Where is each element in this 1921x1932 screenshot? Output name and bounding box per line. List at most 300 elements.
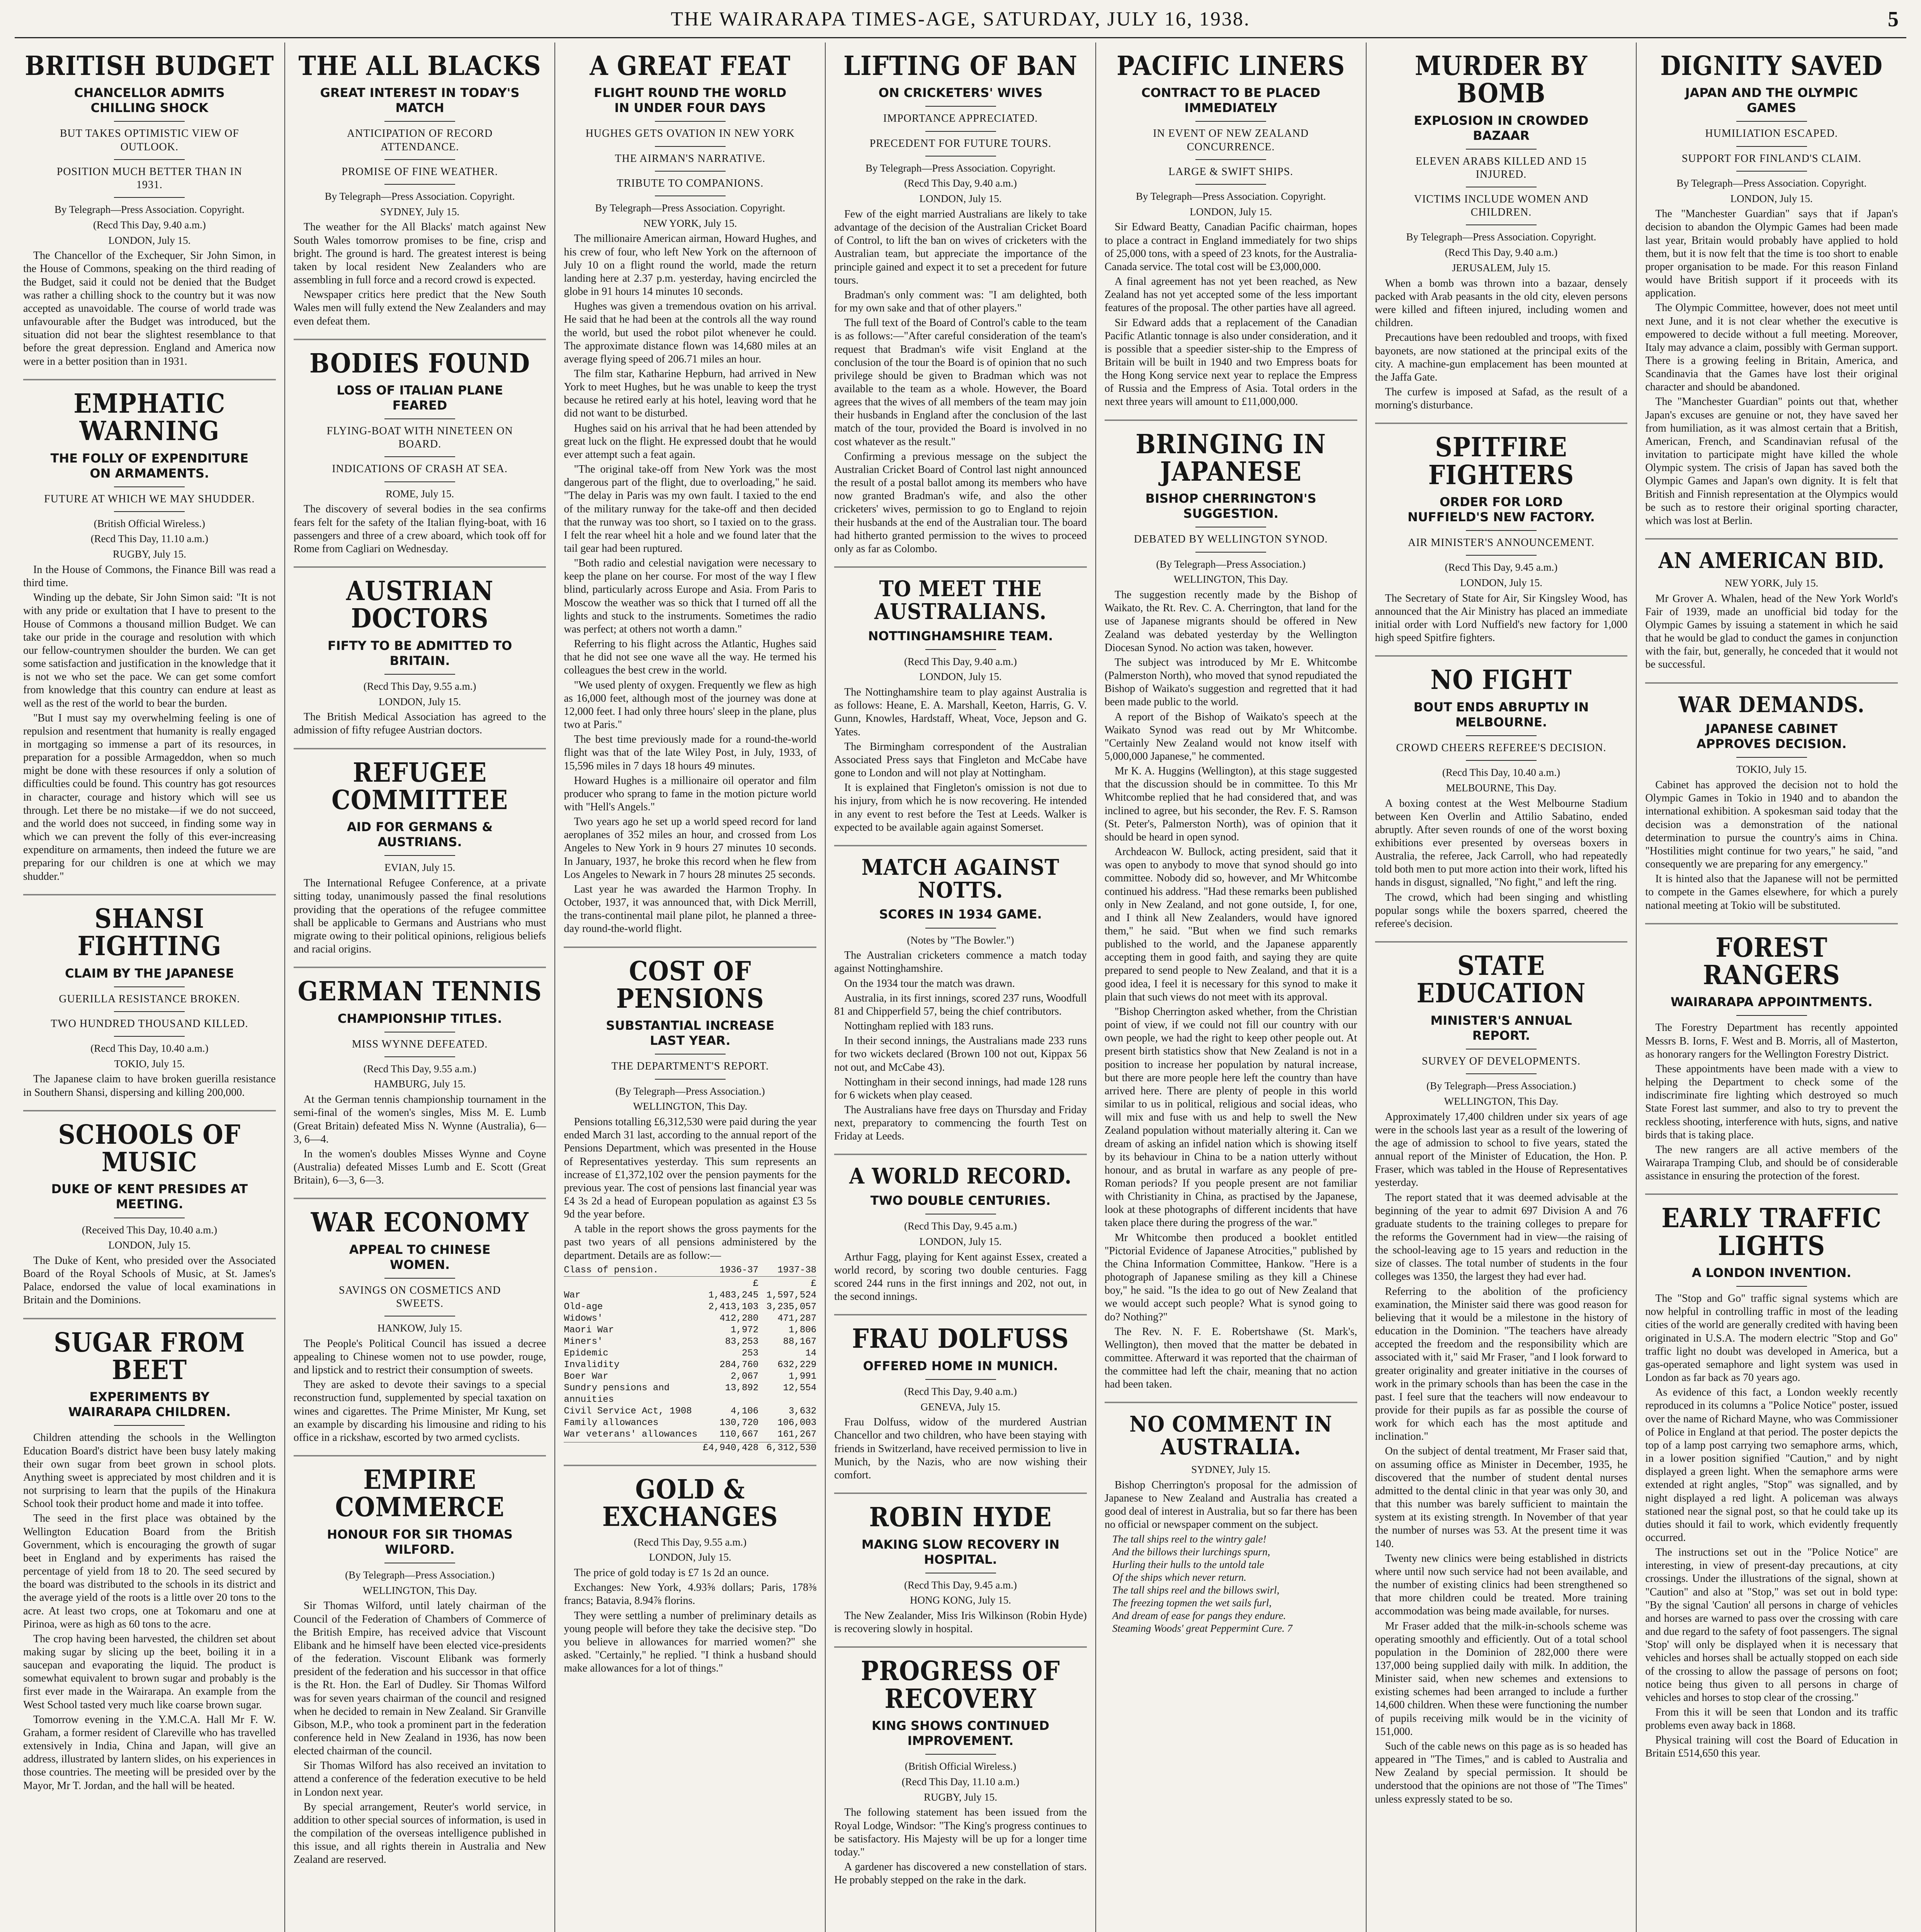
article-paragraph: It is hinted also that the Japanese will not be permitted to compete in the Games elsewhere, for which a purely national meeting at Tokio will be substituted. [1645, 873, 1898, 912]
article-subhead: WAIRARAPA APPOINTMENTS. [1670, 995, 1873, 1010]
article-subhead: LOSS OF ITALIAN PLANE FEARED [337, 383, 503, 413]
article-paragraph: "The original take-off from New York was the most dangerous part of the flight, due to overloading," he said. "The delay in Paris was my own fault. I taxied to the end of the military runway for the take-off and then decided that the runway was too short, so I taxied on to the grass. I felt the rear wheel hit a hole and we found later that the tail gear had been ruptured. [564, 463, 817, 555]
article-paragraph: Cabinet has approved the decision not to hold the Olympic Games in Tokio in 1940 and to abandon the international exhibition. A spokesman said today that the decision was a demonstration of the national determination to pursue the country's aims in China. "Hostilities might continue for two years," he said, "and consequently we are preparing for any emergency." [1645, 779, 1898, 871]
article-dateline: LONDON, July 15. [919, 1236, 1002, 1248]
article-dateline: EVIAN, July 15. [384, 862, 456, 874]
article-dateline: (Recd This Day, 11.10 a.m.) [90, 533, 208, 545]
article-paragraph: The Secretary of State for Air, Sir Kingsley Wood, has announced that the Air Ministry has placed an immediate initial order with Lord Nuffield's new factory for 1,000 high speed Spitfire fighters. [1375, 592, 1628, 644]
article-dateline: (Recd This Day, 9.40 a.m.) [904, 655, 1017, 667]
table-cell: 130,720 [719, 1417, 759, 1428]
article-paragraph: A final agreement has not yet been reached, as New Zealand has not yet accepted some of the less important features of the proposal. The other parties have all agreed. [1104, 276, 1357, 314]
article-subhead: JAPANESE CABINET APPROVES DECISION. [1696, 721, 1847, 752]
article-dateline: LONDON, July 15. [1190, 206, 1272, 218]
article-subhead: A LONDON INVENTION. [1692, 1265, 1851, 1281]
article-body [834, 1416, 1087, 1482]
article-body [1105, 588, 1357, 1391]
article-paragraph: The People's Political Council has issued a decree appealing to Chinese women not to use powder, rouge, and lipstick and to restrict their consumption of sweets. [293, 1337, 546, 1376]
table-cell: 106,003 [777, 1417, 817, 1428]
article [834, 566, 1087, 834]
article-paragraph: Two years ago he set up a world speed record for land aeroplanes of 352 miles an hour, and crossed from Los Angeles to New York in 9 hours 27 minutes 10 seconds. In January, 1937, he broke this record when he flew from Los Angeles to Newark in 7 hours 28 minutes 25 seconds. [564, 816, 817, 881]
article-divider [564, 1465, 816, 1466]
article-body [1645, 779, 1898, 912]
article-paragraph: Hughes said on his arrival that he had been attended by great luck on the flight. He expressed doubt that he would ever attempt such a feat again. [564, 422, 817, 461]
article [564, 947, 816, 1454]
article-body [23, 1431, 276, 1792]
article-paragraph: A boxing contest at the West Melbourne Stadium between Ken Overlin and Attilio Sabatino, ended abruptly. After seven rounds of one of the worst boxing exhibitions ever presented by overseas boxers in Australia, the referee, Jack Carroll, who had repeatedly told both men to put more action into their work, lifted his hands in disgust, signalled, "No fight," and left the ring. [1375, 797, 1628, 889]
article-body [1375, 797, 1628, 931]
table-cell: 3,235,057 [766, 1301, 817, 1312]
article-body [294, 503, 546, 556]
article-dateline: (Recd This Day, 9.55 a.m.) [363, 1063, 476, 1075]
table-cell: 4,106 [731, 1406, 759, 1417]
article-dateline: TOKIO, July 15. [114, 1058, 185, 1070]
article-subhead: SUBSTANTIAL INCREASE LAST YEAR. [606, 1018, 775, 1048]
article-paragraph: The Australian cricketers commence a match today against Nottinghamshire. [834, 949, 1087, 975]
verse-line: The tall ships reel to the wintry gale! [1112, 1533, 1266, 1545]
table-total-cell [564, 1442, 700, 1454]
article-dateline: (By Telegraph—Press Association.) [1156, 558, 1306, 570]
article-subhead: CHAMPIONSHIP TITLES. [337, 1011, 502, 1026]
article-paragraph: Sir Thomas Wilford, until lately chairman of the Council of the Federation of Chambers of Commerce of the British Empire, has received advice that Viscount Elibank and he himself have been elected vice-presidents of the federation. Viscount Elibank was formerly president of the federation and his successor in that office is the Rt. Hon. the Earl of Dudley. Sir Thomas Wilford was for seven years chairman of the council and resigned when he decided to remain in New Zealand. Sir Granville Gibson, M.P., who took a prominent part in the federation conference held in New Zealand in 1936, has now been elected chairman of the council. [293, 1600, 546, 1757]
table-cell: Family allowances [564, 1417, 659, 1428]
verse-line: Hurling their hulls to the untold tale [1112, 1559, 1264, 1571]
table-unit-cell: £ [811, 1278, 817, 1289]
article-headline: MATCH AGAINST NOTTS. [861, 854, 1060, 903]
article-subhead: PRECEDENT FOR FUTURE TOURS. [869, 137, 1052, 150]
article [23, 1318, 276, 1793]
article-dateline: WELLINGTON, This Day. [1444, 1095, 1559, 1107]
article-subhead: CHANCELLOR ADMITS CHILLING SHOCK [74, 85, 225, 116]
article-dateline: LONDON, July 15. [1730, 192, 1813, 204]
article-headline: NO COMMENT IN AUSTRALIA. [1129, 1412, 1333, 1460]
article-paragraph: The Chancellor of the Exchequer, Sir John Simon, in the House of Commons, speaking on the third reading of the Budget, said it could not be denied that the Budget was rather a chilling shock to the country but it was now accepted as unavoidable. The course of world trade was unfavourable after the Budget was introduced, but the situation did not bear the slightest resemblance to that before the great depression. England and America now were in a better position than in 1931. [23, 250, 276, 367]
article-paragraph: The new rangers are all active members of the Wairarapa Tramping Club, and should be of considerable assistance in ensuring the protection of the forest. [1645, 1143, 1898, 1182]
pensions-table [564, 1265, 816, 1454]
article-paragraph: Few of the eight married Australians are likely to take advantage of the decision of the Australian Cricket Board of Control, to lift the ban on wives of cricketers with the Australian team, but appreciate the importance of the principle gained and expect it to set a precedent for future tours. [834, 208, 1087, 286]
article-dateline: (Recd This Day, 9.55 a.m.) [363, 680, 476, 692]
article-paragraph: Mr K. A. Huggins (Wellington), at this stage suggested that the discussion should be in committee. To this Mr Whitcombe replied that he had considered that, and was inclined to agree, but his seconder, the Rev. F. S. Ramson (St. Peter's, Palmerston North), was of opinion that it should be heard in open synod. [1104, 765, 1357, 843]
article-headline: SPITFIRE FIGHTERS [1428, 432, 1574, 491]
article-subhead: EXPLOSION IN CROWDED BAZAAR [1414, 113, 1589, 143]
article-subhead: INDICATIONS OF CRASH AT SEA. [332, 463, 508, 475]
article-paragraph: "Bishop Cherrington asked whether, from the Christian point of view, if we could not fill our country with our own people, we had the right to keep other people out. At present birth statistics show that New Zealand is not in a position to increase her population by natural increase, but there are more people here left the country than have arrived here. There are plenty of people in this world similar to us in political, religious and social ideas, who will mix and fuse with us and help to swell the New Zealand population without materially altering it. Can we dream of asking an infidel nation which is showing itself by its behaviour in China to be a nation utterly without honour, and as brutal in warfare as any people of pre-Roman periods? If you people present are not familiar with Christianity in China, as practised by the Japanese, look at these photographs of different incidents that have taken place there during the progress of the war." [1104, 1005, 1357, 1229]
article-paragraph: The film star, Katharine Hepburn, had arrived in New York to meet Hughes, but he was unable to keep the tryst because he retired early at his hotel, leaving word that he did not want to be disturbed. [564, 367, 817, 420]
article-dateline: (By Telegraph—Press Association.) [345, 1569, 495, 1581]
article-paragraph: The subject was introduced by Mr E. Whitcombe (Palmerston North), who moved that synod repudiated the Bishop of Waikato's suggestion and regretted that it had been made public to the world. [1104, 656, 1357, 708]
article-subhead: SUPPORT FOR FINLAND'S CLAIM. [1681, 152, 1862, 165]
article-headline: BRINGING IN JAPANESE [1136, 429, 1326, 487]
article-subhead: IN EVENT OF NEW ZEALAND CONCURRENCE. [1153, 128, 1309, 153]
subhead-rule [925, 1754, 996, 1755]
article-divider [23, 1318, 276, 1319]
article-paragraph: The Forestry Department has recently appointed Messrs B. Iorns, F. West and B. Morris, all of Masterton, as honorary rangers for the Wellington Forestry District. [1645, 1022, 1898, 1060]
article-body [1645, 1021, 1898, 1183]
table-row [564, 1371, 816, 1383]
article-body [294, 1337, 546, 1444]
article-dateline: WELLINGTON, This Day. [362, 1584, 477, 1596]
table-cell: 1,806 [789, 1325, 817, 1335]
article-dateline: SYDNEY, July 15. [380, 206, 460, 218]
article-paragraph: Sir Edward adds that a replacement of the Canadian Pacific Atlantic tonnage is also under consideration, and it is possible that a speedier sister-ship to the Empress of Britain will be built in 1940 and two Empress boats for the Hong Kong service next year to replace the Empress of Russia and the Empress of Asia. Total orders in the next three years will amount to £11,000,000. [1104, 316, 1357, 408]
article-subhead: POSITION MUCH BETTER THAN IN 1931. [56, 165, 242, 191]
article-headline: GOLD & EXCHANGES [602, 1474, 778, 1533]
article-paragraph: The "Stop and Go" traffic signal systems which are now helpful in controlling traffic in most of the leading cities of the world are generally credited with having been originated in U.S.A. The modern electric "Stop and Go" traffic light no doubt was developed in America, but a gas-operated semaphore and light system was used in London as far back as 70 years ago. [1645, 1293, 1898, 1384]
article-paragraph: The Olympic Committee, however, does not meet until next June, and it is not clear whether the executive is empowered to decide without a full meeting. Moreover, Italy may advance a claim, possibly with German support. There is a growing feeling in Britain, America, and Scandinavia that the Games have lost their original character and should be abandoned. [1645, 302, 1898, 393]
article [1375, 941, 1628, 1806]
subhead-rule [1466, 149, 1537, 150]
article-paragraph: Sir Thomas Wilford has also received an invitation to attend a conference of the federation executive to be held in London next year. [293, 1760, 546, 1798]
article-paragraph: Arthur Fagg, playing for Kent against Essex, created a world record, by scoring two double centuries. Fagg scored 244 runs in the first innings and 202, not out, in the second innings. [834, 1251, 1087, 1303]
article [294, 339, 546, 556]
table-row [564, 1383, 816, 1406]
article-divider [1645, 923, 1898, 924]
article-body [294, 711, 546, 737]
table-cell: 161,267 [777, 1429, 817, 1440]
subhead-rule [925, 106, 996, 107]
table-row [564, 1429, 816, 1440]
article-paragraph: The curfew is imposed at Safad, as the result of a morning's disturbance. [1375, 386, 1628, 412]
article-paragraph: The full text of the Board of Control's cable to the team is as follows:—"After careful consideration of the team's request that Bradman's wife visit England at the conclusion of the tour the Board is of opinion that no such privilege should be given to Bradman which was not available to the team as a whole. However, the Board agrees that the wives of all members of the team may join their husbands in England after the conclusion of the last match of the tour, provided the Board is involved in no cost whatever as the result." [834, 317, 1087, 448]
article-body [294, 1599, 546, 1866]
verse-line: Of the ships which never return. [1112, 1571, 1246, 1583]
table-row [564, 1290, 816, 1301]
article-divider [834, 1493, 1087, 1494]
table-cell: 253 [741, 1348, 759, 1359]
article-paragraph: On the 1934 tour the match was drawn. [844, 977, 1015, 990]
article-dateline: LONDON, July 15. [919, 193, 1002, 205]
verse-line: The freezing topmen the wet sails furl, [1112, 1597, 1272, 1609]
article-subhead: BUT TAKES OPTIMISTIC VIEW OF OUTLOOK. [60, 128, 239, 153]
article-dateline: (British Official Wireless.) [94, 517, 205, 529]
article [1105, 1402, 1357, 1634]
article-subhead: THE AIRMAN'S NARRATIVE. [615, 152, 766, 165]
article-subhead: ELEVEN ARABS KILLED AND 15 INJURED. [1416, 155, 1587, 180]
subhead-rule [1195, 552, 1266, 553]
article-dateline: HONG KONG, July 15. [910, 1594, 1011, 1606]
article-body [1105, 221, 1357, 408]
article-body [834, 1251, 1087, 1304]
article-paragraph: The price of gold today is £7 1s 2d an ounce. [574, 1567, 769, 1579]
subhead-rule [1466, 760, 1537, 761]
article-dateline: (By Telegraph—Press Association.) [1426, 1080, 1576, 1092]
table-cell: 1,483,245 [708, 1290, 759, 1301]
article-headline: TO MEET THE AUSTRALIANS. [874, 576, 1047, 624]
article-body [23, 1254, 276, 1307]
article-dateline: JERUSALEM, July 15. [1452, 262, 1550, 274]
article-body [1105, 1479, 1357, 1532]
subhead-rule [1466, 735, 1537, 736]
article-dateline: LONDON, July 15. [649, 1551, 731, 1563]
article-dateline: By Telegraph—Press Association. Copyright. [1406, 231, 1596, 243]
article-divider [294, 1198, 546, 1199]
subhead-rule [1195, 159, 1266, 160]
article-paragraph: The Duke of Kent, who presided over the Associated Board of the Royal Schools of Music, at St. James's Palace, endorsed the value of local examinations in Britain and the Dominions. [23, 1255, 276, 1306]
table-total-cell: £4,940,428 [703, 1442, 759, 1453]
subhead-rule [114, 486, 185, 487]
article-divider [294, 1455, 546, 1456]
article-paragraph: Referring to the abolition of the proficiency examination, the Minister said there was good reason for believing that it would be a milestone in the history of education in the Dominion. "The teachers have already accepted the freedom and the responsibility which are associated with it," said Mr Fraser, "and I look forward to greater originality and greater initiative in the courses of work in the primary schools than has been the case in the past. I feel sure that the teachers will now endeavour to provide for their pupils as far as possible the course of work for which each has the most aptitude and inclination." [1375, 1285, 1628, 1443]
article [1645, 538, 1898, 671]
table-cell: Civil Service Act, 1908 [564, 1406, 692, 1417]
article-divider [23, 1110, 276, 1111]
article-dateline: (Recd This Day, 9.40 a.m.) [904, 1385, 1017, 1397]
article-subhead: LARGE & SWIFT SHIPS. [1168, 165, 1294, 178]
article-paragraph: Exchanges: New York, 4.93⅝ dollars; Paris, 178⅜ francs; Batavia, 8.94⅞ florins. [564, 1582, 817, 1607]
article-dateline: WELLINGTON, This Day. [1173, 573, 1288, 585]
article-paragraph: Mr Grover A. Whalen, head of the New York World's Fair of 1939, made an unofficial bid today for the Olympic Games by issuing a statement in which he said that he would be glad to conduct the games in conjunction with the fair, but, generally, he conceded that it would not be successful. [1645, 592, 1898, 671]
article-dateline: (British Official Wireless.) [904, 1760, 1017, 1772]
subhead-rule [384, 1056, 455, 1057]
article-dateline: (Recd This Day, 9.45 a.m.) [1445, 561, 1558, 573]
subhead-rule [1736, 757, 1807, 758]
article-headline: EARLY TRAFFIC LIGHTS [1661, 1203, 1882, 1262]
article [23, 379, 276, 883]
table-cell: Maori War [564, 1325, 614, 1335]
article-subhead: NOTTINGHAMSHIRE TEAM. [868, 628, 1053, 643]
subhead-rule [655, 146, 726, 147]
article-divider [564, 947, 816, 948]
article [1645, 682, 1898, 912]
column-1 [15, 43, 285, 1932]
article-headline: SHANSI FIGHTING [77, 903, 222, 962]
verse-line: Steaming Woods' great Peppermint Cure. 7 [1112, 1622, 1293, 1634]
article-dateline: (Recd This Day, 9.40 a.m.) [1445, 247, 1558, 259]
table-cell: 1,972 [731, 1325, 759, 1335]
subhead-rule [384, 456, 455, 457]
article-paragraph: A gardener has discovered a new constellation of stars. He probably stepped on the rake in the dark. [834, 1861, 1087, 1886]
article-paragraph: The suggestion recently made by the Bishop of Waikato, the Rt. Rev. C. A. Cherrington, that land for the use of Japanese migrants should be offered in New Zealand was debated yesterday by the Wellington Diocesan Synod. No action was taken, however. [1104, 589, 1357, 654]
article-headline: FOREST RANGERS [1703, 932, 1840, 991]
article-paragraph: In the House of Commons, the Finance Bill was read a third time. [23, 563, 276, 589]
article-subhead: GREAT INTEREST IN TODAY'S MATCH [320, 85, 520, 116]
article-headline: A GREAT FEAT [590, 51, 791, 82]
article-headline: MURDER BY BOMB [1415, 51, 1588, 109]
article-paragraph: They were settling a number of preliminary details as young people will before they take the decisive step. "Do you believe in allowances for married women?" she asked. "Certainly," he replied. "I think a husband should make allowances for a lot of things." [564, 1609, 817, 1675]
article-paragraph: Such of the cable news on this page as is so headed has appeared in "The Times," and is cabled to Australia and New Zealand by special permission. It should be understood that the opinions are not those of "The Times" unless expressly stated to be so. [1375, 1740, 1628, 1805]
article-paragraph: Mr Fraser added that the milk-in-schools scheme was operating smoothly and efficiently. Out of a total school population in the Dominion of 282,000 there were 137,000 being supplied daily with milk. In addition, the Minister said, when new schemes and extensions to existing schemes had been arranged to include a further 14,600 children. When these were functioning the number of pupils receiving milk would be in the vicinity of 151,000. [1375, 1620, 1628, 1738]
article-body [564, 1116, 816, 1454]
article [1645, 1194, 1898, 1760]
article-dateline: (Recd This Day, 11.10 a.m.) [901, 1776, 1020, 1787]
article-divider [1645, 682, 1898, 684]
table-row [564, 1301, 816, 1313]
article-headline: THE ALL BLACKS [298, 51, 541, 82]
subhead-rule [925, 649, 996, 650]
article-divider [1645, 538, 1898, 539]
table-row [564, 1348, 816, 1359]
article-dateline: WELLINGTON, This Day. [633, 1100, 748, 1112]
article-body [294, 877, 546, 956]
article [834, 1646, 1087, 1887]
article-divider [1105, 420, 1357, 421]
article-dateline: By Telegraph—Press Association. Copyright. [54, 204, 245, 216]
article-divider [294, 967, 546, 968]
article-divider [834, 845, 1087, 846]
table-row [564, 1359, 816, 1371]
subhead-rule [1195, 184, 1266, 185]
article-paragraph: The discovery of several bodies in the sea confirms fears felt for the safety of the Italian flying-boat, with 16 passengers and three of a crew aboard, which took off for Rome from Cagliari on Wednesday. [293, 503, 546, 555]
article [1105, 420, 1357, 1391]
article-paragraph: The crowd, which had been singing and whistling popular songs while the boxers sparred, cheered the referee's decision. [1375, 891, 1628, 930]
article-divider [834, 566, 1087, 568]
article-subhead: GUERILLA RESISTANCE BROKEN. [59, 993, 240, 1005]
subhead-rule [384, 674, 455, 675]
article-subhead: ON CRICKETERS' WIVES [878, 85, 1043, 100]
table-cell: Miners' [564, 1336, 603, 1347]
subhead-rule [1466, 1073, 1537, 1074]
column-4 [826, 43, 1096, 1932]
article-subhead: FIFTY TO BE ADMITTED TO BRITAIN. [327, 638, 512, 668]
table-cell: 13,892 [725, 1383, 759, 1393]
subhead-rule [384, 184, 455, 185]
article-subhead: EXPERIMENTS BY WAIRARAPA CHILDREN. [68, 1389, 231, 1420]
article-headline: AUSTRIAN DOCTORS [346, 575, 494, 634]
subhead-rule [384, 418, 455, 419]
article [294, 53, 546, 328]
article-dateline: (Recd This Day, 9.45 a.m.) [904, 1220, 1017, 1232]
masthead [15, 0, 1906, 38]
article-paragraph: Nottingham in their second innings, had made 128 runs for 6 wickets when play ceased. [834, 1076, 1087, 1101]
article-paragraph: At the German tennis championship tournament in the semi-final of the women's singles, Miss M. E. Lumb (Great Britain) defeated Miss N. Wynne (Australia), 6—3, 6—4. [293, 1094, 546, 1145]
article-paragraph: Referring to his flight across the Atlantic, Hughes said that he did not see one wave all the way. He termed his colleagues the best crew in the world. [564, 638, 817, 677]
article-dateline: By Telegraph—Press Association. Copyright. [1676, 177, 1867, 189]
table-cell: Old-age [564, 1301, 603, 1312]
article-subhead: MINISTER'S ANNUAL REPORT. [1430, 1013, 1572, 1043]
table-cell: Epidemic [564, 1348, 609, 1359]
article-dateline: (Recd This Day, 9.40 a.m.) [93, 219, 206, 231]
verse-line: And dream of ease for pangs they endure. [1112, 1610, 1286, 1622]
article-paragraph: Confirming a previous message on the subject the Australian Cricket Board of Control last night announced the result of a postal ballot among its members who have now granted Bradman's wife, and also the other cricketers' wives, permission to go to England to rejoin their husbands at the end of the Australian tour. The board had hitherto granted permission to the wives to proceed only as far as Colombo. [834, 450, 1087, 555]
table-cell: 2,067 [731, 1371, 759, 1382]
article-headline: PROGRESS OF RECOVERY [861, 1656, 1060, 1714]
article-divider [1375, 655, 1628, 656]
subhead-rule [655, 171, 726, 172]
article-divider [294, 339, 546, 340]
article [1375, 53, 1628, 412]
article-body [23, 1073, 276, 1099]
article-headline: SCHOOLS OF MUSIC [58, 1119, 241, 1178]
article-paragraph: As evidence of this fact, a London weekly recently reproduced in its columns a "Police Notice" poster, issued over the name of Richard Mayne, who was Commissioner of Police in England at that period. The poster depicts the top of a lamp post carrying two semaphore arms, which, in a lower position signified "Caution," and by night displayed a green light. When the semaphore arms were extended at right angles, "Stop" was signalled, and by night displayed a red light. A policeman was always stationed near the signal post, so that he could take up its duties should it fail to work, which evidently frequently occurred. [1645, 1386, 1898, 1544]
article-subhead: KING SHOWS CONTINUED IMPROVEMENT. [872, 1718, 1049, 1748]
column-5 [1096, 43, 1367, 1932]
article-subhead: PROMISE OF FINE WEATHER. [342, 165, 498, 178]
article [834, 1154, 1087, 1303]
article [834, 845, 1087, 1143]
article-paragraph: Newspaper critics here predict that the New South Wales men will fully extend the New Zealanders and may even defeat them. [293, 289, 546, 327]
article-dateline: By Telegraph—Press Association. Copyright. [325, 190, 515, 202]
article-paragraph: Children attending the schools in the Wellington Education Board's district have been busy lately making their own sugar from beet grown in school plots. Anything sweet is appreciated by most children and it is not surprising to learn that the pupils of the Hinakura School took their product home and made it into toffee. [23, 1432, 276, 1510]
article-dateline: NEW YORK, July 15. [643, 217, 737, 229]
article-subhead: MAKING SLOW RECOVERY IN HOSPITAL. [861, 1537, 1060, 1567]
article [294, 1198, 546, 1444]
subhead-rule [1195, 121, 1266, 122]
verse-line: The tall ships reel and the billows swirl, [1112, 1584, 1280, 1596]
article-dateline: (By Telegraph—Press Association.) [615, 1085, 765, 1097]
article-paragraph: These appointments have been made with a view to helping the Department to check some of the indiscriminate fire lighting which destroyed so much State Forest last summer, and also to try to prevent the reckless shooting, interference with huts, signs, and native birds that is taking place. [1645, 1063, 1898, 1141]
article [834, 53, 1087, 556]
article-paragraph: Australia, in its first innings, scored 237 runs, Woodfull 81 and Chipperfield 57, being the chief contributors. [834, 992, 1087, 1017]
article-headline: WAR ECONOMY [311, 1207, 529, 1238]
article-body [834, 949, 1087, 1143]
table-cell: 1,991 [789, 1371, 817, 1382]
table-header-cell: Class of pension. [564, 1265, 659, 1276]
article-headline: FRAU DOLFUSS [852, 1323, 1069, 1355]
table-unit-cell [564, 1278, 700, 1290]
table-cell: Invalidity [564, 1359, 620, 1370]
subhead-rule [925, 928, 996, 929]
article-body [1645, 207, 1898, 527]
table-cell: Sundry pensions and annuities [564, 1383, 670, 1405]
article [834, 1314, 1087, 1482]
article-subhead: HUGHES GETS OVATION IN NEW YORK [585, 128, 795, 140]
article-paragraph: Nottingham replied with 183 runs. [844, 1020, 994, 1032]
subhead-rule [1466, 530, 1537, 531]
article-dateline: (Notes by "The Bowler.") [907, 934, 1014, 946]
article-paragraph: From this it will be seen that London and its traffic problems even away back in 1868. [1645, 1706, 1898, 1732]
table-cell: 1,597,524 [766, 1290, 817, 1301]
article-divider [1375, 941, 1628, 942]
article-paragraph: The "Manchester Guardian" points out that, whether Japan's excuses are genuine or not, they have saved her from humiliation, as it was almost certain that a British, American, French, and Scandinavian refusal of the invitation to participate might have killed the whole Olympic system. The crisis of Japan has saved both the Olympic Games and Japan's own dignity. It is felt that British and Finnish representation at the Olympics would be such as to restore their original sporting character, which was lost at Berlin. [1645, 396, 1898, 527]
article-body [834, 686, 1087, 834]
article [294, 967, 546, 1187]
article-body [564, 1566, 816, 1675]
table-header-cell: 1936-37 [719, 1265, 759, 1276]
article-paragraph: A report of the Bishop of Waikato's speech at the Waikato Synod was read out by Mr Whitcombe. "Certainly New Zealand would not know itself with 5,000,000 Japanese," he commented. [1104, 711, 1357, 762]
subhead-rule [114, 511, 185, 512]
article-headline: COST OF PENSIONS [616, 956, 764, 1014]
article-dateline: RUGBY, July 15. [112, 548, 186, 560]
table-unit-cell: £ [753, 1278, 759, 1289]
article-paragraph: By special arrangement, Reuter's world service, in addition to other special sources of information, is used in the compilation of the overseas intelligence published in this issue, and all rights therein in Australia and New Zealand are reserved. [293, 1801, 546, 1866]
article-body [834, 1609, 1087, 1636]
column-7 [1637, 43, 1906, 1932]
article-headline: BODIES FOUND [309, 348, 530, 379]
article-paragraph: In the women's doubles Misses Wynne and Coyne (Australia) defeated Misses Lumb and E. Scott (Great Britain), 6—3, 6—3. [293, 1148, 546, 1187]
subhead-rule [384, 159, 455, 160]
article [1645, 53, 1898, 527]
table-cell: 14 [805, 1348, 817, 1359]
article-body [294, 221, 546, 328]
article-dateline: MELBOURNE, This Day. [1446, 782, 1557, 794]
article-dateline: HANKOW, July 15. [377, 1322, 462, 1334]
article-paragraph: The Rev. N. F. E. Robertshawe (St. Mark's, Wellington), then moved that the matter be debated in committee. Afterward it was reported that the chairman of the committee had left the chair, meaning that no action had been taken. [1104, 1325, 1357, 1391]
article-paragraph: Bradman's only comment was: "I am delighted, both for my own sake and that of other players." [834, 289, 1087, 315]
table-cell: 632,229 [777, 1359, 817, 1370]
subhead-rule [925, 131, 996, 132]
article-paragraph: The best time previously made for a round-the-world flight was that of the late Wiley Post, in July, 1933, of 15,596 miles in 7 days 18 hours 49 minutes. [564, 733, 817, 772]
article-divider [1375, 423, 1628, 424]
article-divider [1105, 1402, 1357, 1403]
article-subhead: VICTIMS INCLUDE WOMEN AND CHILDREN. [1414, 193, 1589, 219]
article-body [1375, 1111, 1628, 1806]
subhead-rule [925, 1379, 996, 1380]
article-subhead: AIR MINISTER'S ANNOUNCEMENT. [1408, 537, 1595, 549]
article-paragraph: In their second innings, the Australians made 233 runs for two wickets declared (Brown 100 not out, Kippax 56 not out, and McCabe 43). [834, 1035, 1087, 1073]
advertisement-verse [1105, 1533, 1357, 1635]
article-divider [23, 379, 276, 380]
article-subhead: SAVINGS ON COSMETICS AND SWEETS. [338, 1284, 501, 1310]
table-cell: 83,253 [725, 1336, 759, 1347]
article-paragraph: "But I must say my overwhelming feeling is one of repulsion and resentment that humanity is really engaged in mortgaging so immense a part of its resources, in preparation for a possible Armageddon, when so much might be done with these resources if only a solution of difficulties could be found. This country has got resources in character, courage and history which will see us through. Let there be no mistake—if we do not succeed, and the world does not succeed, in finding some way in which we can prevent the folly of this ever-increasing expenditure on armaments, then indeed the future we are preparing for our children is one at which we may shudder." [23, 712, 276, 883]
article-subhead: FUTURE AT WHICH WE MAY SHUDDER. [44, 493, 255, 505]
article-paragraph: The millionaire American airman, Howard Hughes, and his crew of four, who left New York on the afternoon of July 10 on a flight round the world, made the return landing here at 2.37 p.m. yesterday, having encircled the globe in 91 hours 14 minutes 10 seconds. [564, 233, 817, 298]
article-headline: DIGNITY SAVED [1660, 51, 1883, 82]
article-subhead: THE FOLLY OF EXPENDITURE ON ARMAMENTS. [50, 451, 249, 481]
article-body [1645, 592, 1898, 672]
article-subhead: FLIGHT ROUND THE WORLD IN UNDER FOUR DAYS [594, 85, 787, 116]
article-dateline: LONDON, July 15. [1460, 577, 1542, 589]
article-headline: GERMAN TENNIS [298, 976, 542, 1007]
